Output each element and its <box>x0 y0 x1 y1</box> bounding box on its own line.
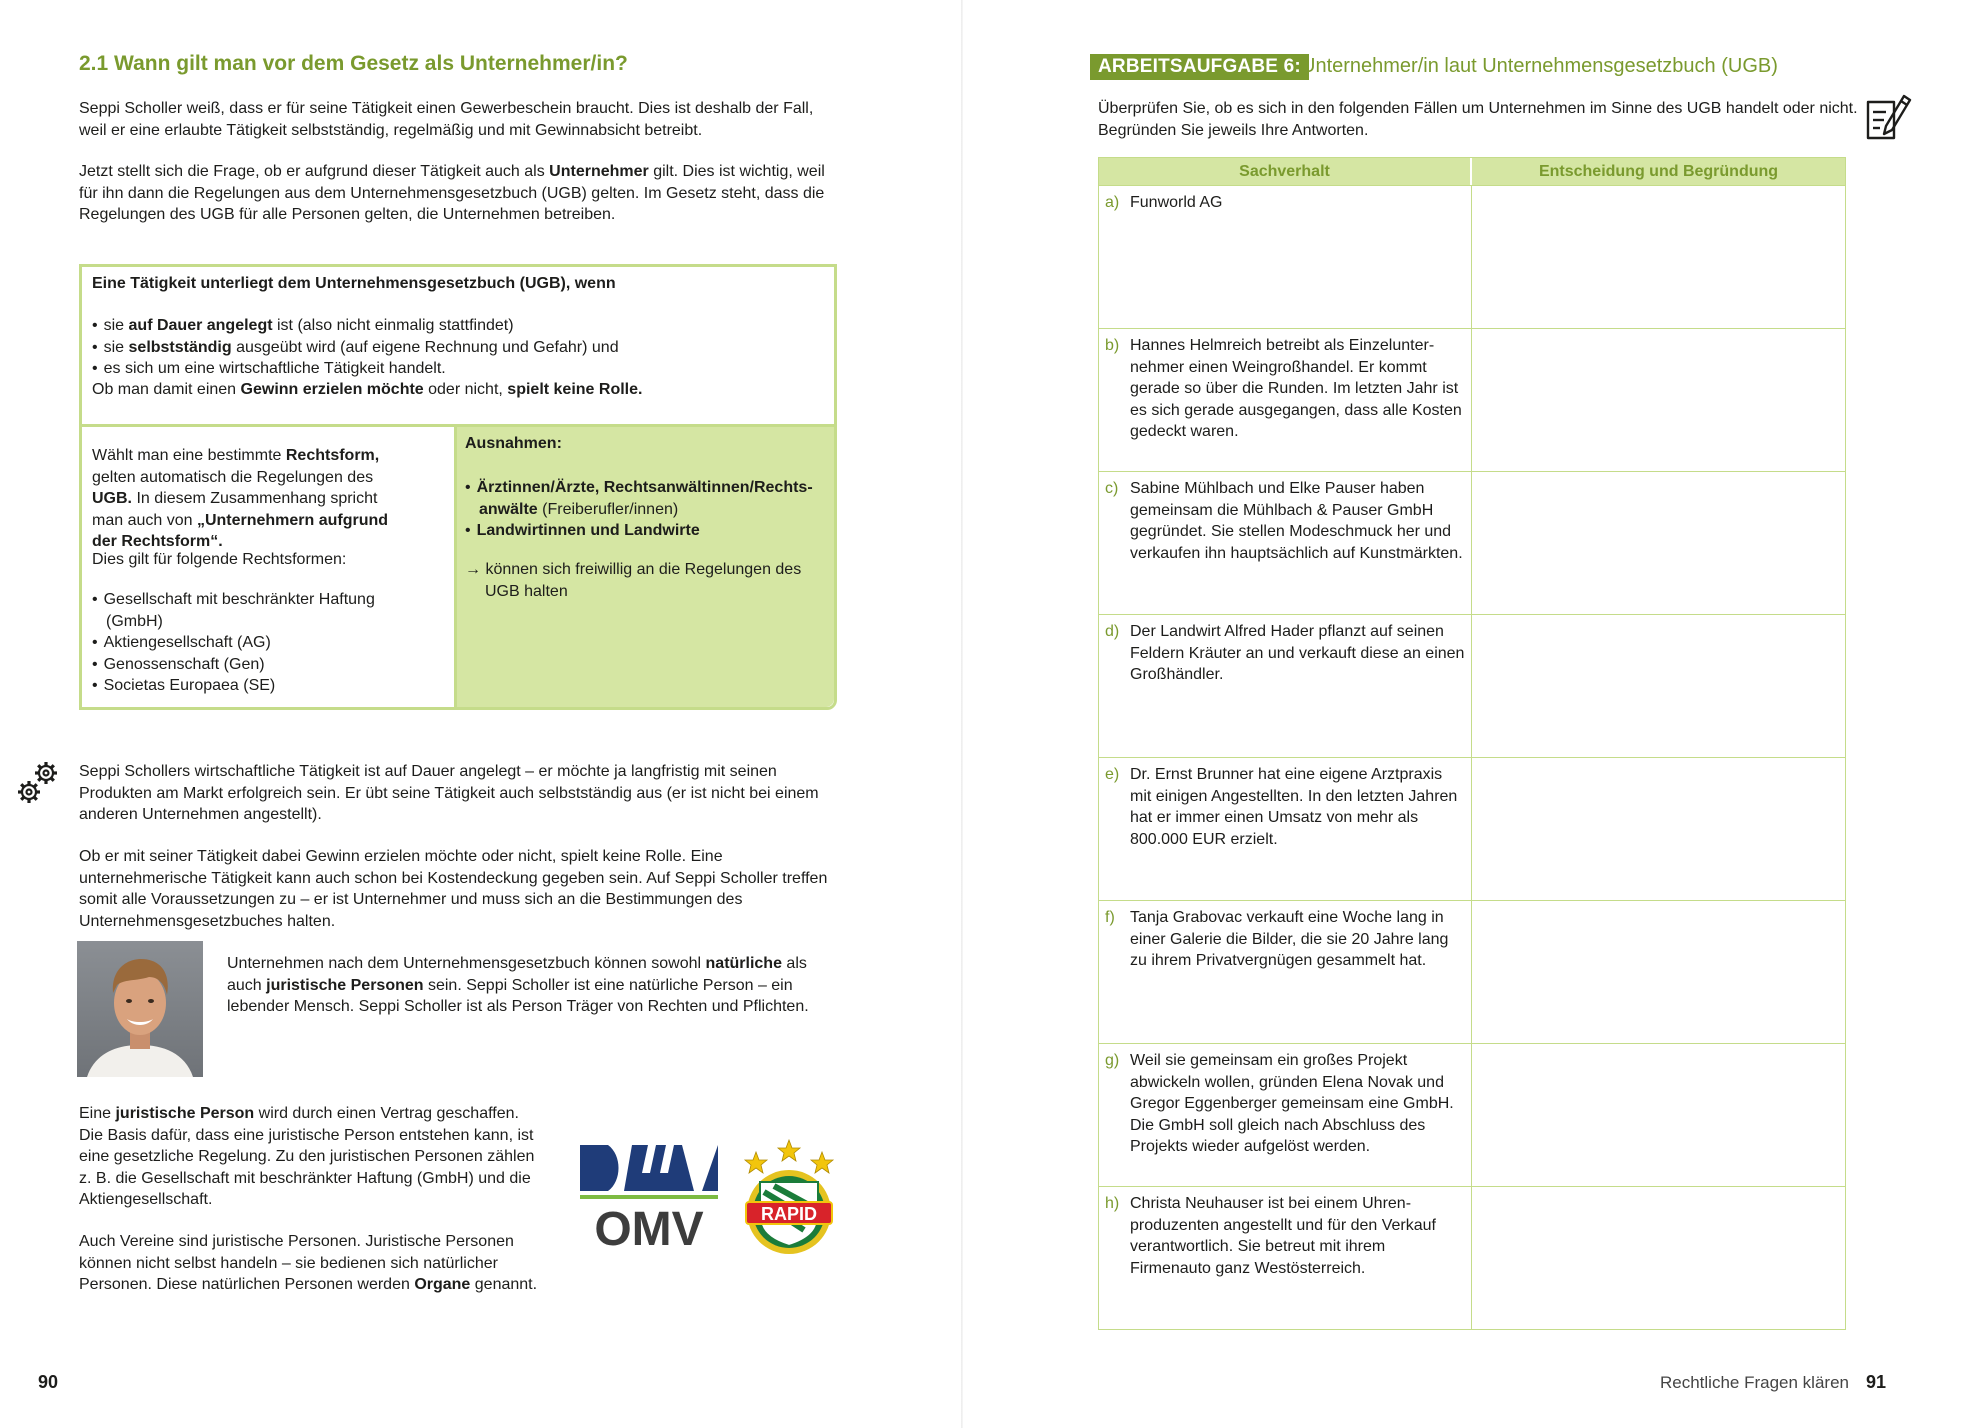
page-number-left: 90 <box>38 1372 59 1392</box>
portrait-photo <box>77 941 203 1077</box>
table-row <box>1099 1186 1845 1329</box>
legal-form-column <box>89 425 439 707</box>
row-label: b) <box>1105 337 1120 354</box>
profit-note: Ob man damit einen Gewinn erzielen möchte oder nicht, spielt keine Rolle. <box>92 381 643 398</box>
rapid-wordmark: RAPID <box>760 1204 818 1224</box>
paragraph-3: Seppi Schollers wirtschaftliche Tätigkeit ist auf Dauer angelegt – er möchte ja langfristig mit seinen Produkten am Markt erfolgreich sein. Er übt seine Tätigkeit auch selbstständig aus (er ist nicht bei einem anderen Unternehmen angestellt). <box>79 763 819 823</box>
criteria-list <box>92 315 619 380</box>
row-text: Christa Neuhauser ist bei einem Uhrenproduzenten angestellt und für den Verkauf verantwortlich. Sie betreut mit ihrem Firmenauto ganz Westösterreich. <box>1130 1195 1436 1277</box>
legal-form-item: • Societas Europaea (SE) <box>92 675 412 697</box>
paragraph-6: Eine juristische Person wird durch einen Vertrag geschaffen. Die Basis dafür, dass eine juristische Person entstehen kann, ist eine gesetzliche Regelung. Zu den juristischen Personen zählen z. B. die Gesellschaft mit beschränkter Haftung (GmbH) und die Aktiengesellschaft. <box>79 1105 535 1208</box>
table-row <box>1099 328 1845 471</box>
row-label: e) <box>1105 766 1120 783</box>
column-header-facts: Sachverhalt <box>1099 158 1472 185</box>
facts-cell <box>1099 472 1472 614</box>
exceptions-note: → können sich freiwillig an die Regelungen des UGB halten <box>465 561 802 600</box>
ugb-info-box <box>79 264 837 710</box>
task-title: Unternehmer/in laut Unternehmensgesetzbuch (UGB) <box>1301 55 1778 77</box>
answer-cell[interactable] <box>1472 186 1845 328</box>
row-label: c) <box>1105 480 1119 497</box>
row-text: Sabine Mühlbach und Elke Pauser haben gemeinsam die Mühlbach & Pauser GmbH gegründet. Sie stellen Modeschmuck her und verkaufen ihn hauptsächlich auf Kunstmärkten. <box>1130 480 1463 562</box>
row-text: Der Landwirt Alfred Hader pflanzt auf seinen Feldern Kräuter an und verkauft diese an einen Großhändler. <box>1130 623 1465 683</box>
answer-cell[interactable] <box>1472 472 1845 614</box>
legal-form-item: • Gesellschaft mit beschränkter Haftung (GmbH) <box>92 589 412 632</box>
legal-form-item: • Genossenschaft (Gen) <box>92 654 412 676</box>
exceptions-panel <box>454 427 834 707</box>
legal-form-list <box>92 589 412 697</box>
row-text: Tanja Grabovac verkauft eine Woche lang in einer Galerie die Bilder, die sie 20 Jahre lang zu ihrem Privatvergnügen gesammelt hat. <box>1130 909 1449 969</box>
criteria-item: • sie selbstständig ausgeübt wird (auf eigene Rechnung und Gefahr) und <box>92 337 619 359</box>
facts-cell <box>1099 615 1472 757</box>
legal-form-item: • Aktiengesellschaft (AG) <box>92 632 412 654</box>
answer-cell[interactable] <box>1472 758 1845 900</box>
row-text: Hannes Helmreich betreibt als Einzelunternehmer einen Weingroßhandel. Er kommt gerade so über die Runden. Im letzten Jahr ist es sich gerade ausgegangen, dass alle Kosten gedeckt waren. <box>1130 337 1462 440</box>
criteria-item: • es sich um eine wirtschaftliche Tätigkeit handelt. <box>92 358 619 380</box>
exception-item: • Ärztinnen/Ärzte, Rechtsanwältinnen/Rechtsanwälte (Freiberufler/innen) <box>465 477 825 520</box>
row-label: f) <box>1105 909 1115 926</box>
facts-cell <box>1099 186 1472 328</box>
table-row <box>1099 900 1845 1043</box>
row-text: Dr. Ernst Brunner hat eine eigene Arztpraxis mit einigen Angestellten. In den letzten Jahren hat er immer einen Umsatz von mehr als 800.000 EUR erzielt. <box>1130 766 1458 848</box>
legal-form-intro: Wählt man eine bestimmte Rechtsform, gelten automatisch die Regelungen des UGB. In diesem Zusammenhang spricht man auch von „Unternehmern aufgrund der Rechtsform“. <box>92 447 389 550</box>
paragraph-4: Ob er mit seiner Tätigkeit dabei Gewinn erzielen möchte oder nicht, spielt keine Rolle. Eine unternehmerische Tätigkeit kann auch schon bei Kostendeckung gegeben sein. Auf Seppi Scholler treffen somit alle Voraussetzungen zu – er ist Unternehmer und muss sich an die Bestimmungen des Unternehmensgesetzbuches halten. <box>79 848 828 930</box>
table-row <box>1099 471 1845 614</box>
exceptions-title: Ausnahmen: <box>465 435 562 452</box>
answer-cell[interactable] <box>1472 1187 1845 1329</box>
row-label: h) <box>1105 1195 1120 1212</box>
row-label: a) <box>1105 194 1120 211</box>
intro-paragraph-2: Jetzt stellt sich die Frage, ob er aufgrund dieser Tätigkeit auch als Unternehmer gilt. Dies ist wichtig, weil für ihn dann die Regelungen aus dem Unternehmensgesetzbuch (UGB) gelten. Im Gesetz steht, dass die Regelungen des UGB für alle Personen gelten, die Unternehmen betreiben. <box>79 163 825 223</box>
table-row <box>1099 757 1845 900</box>
facts-cell <box>1099 1187 1472 1329</box>
paragraph-7: Auch Vereine sind juristische Personen. Juristische Personen können nicht selbst handeln – sie bedienen sich natürlicher Personen. Diese natürlichen Personen werden Organe genannt. <box>79 1233 538 1293</box>
chapter-footer: Rechtliche Fragen klären <box>1660 1373 1849 1392</box>
page-gutter <box>961 0 963 1428</box>
facts-cell <box>1099 901 1472 1043</box>
row-label: g) <box>1105 1052 1120 1069</box>
facts-cell <box>1099 758 1472 900</box>
notepad-pencil-icon <box>1864 90 1914 142</box>
intro-paragraph-1: Seppi Scholler weiß, dass er für seine Tätigkeit einen Gewerbeschein braucht. Dies ist deshalb der Fall, weil er eine erlaubte Tätigkeit selbstständig, regelmäßig und mit Gewinnabsicht betreibt. <box>79 100 814 139</box>
table-header <box>1099 158 1845 185</box>
gears-icon <box>16 758 62 808</box>
exceptions-list <box>465 477 825 542</box>
row-text: Funworld AG <box>1130 194 1223 211</box>
answer-cell[interactable] <box>1472 329 1845 471</box>
task-instructions: Überprüfen Sie, ob es sich in den folgenden Fällen um Unternehmen im Sinne des UGB handelt oder nicht. Begründen Sie jeweils Ihre Antworten. <box>1098 100 1858 139</box>
row-label: d) <box>1105 623 1120 640</box>
criteria-item: • sie auf Dauer angelegt ist (also nicht einmalig stattfindet) <box>92 315 619 337</box>
info-box-title: Eine Tätigkeit unterliegt dem Unternehmensgesetzbuch (UGB), wenn <box>92 275 616 292</box>
legal-form-list-title: Dies gilt für folgende Rechtsformen: <box>92 551 347 568</box>
omv-logo <box>578 1145 720 1249</box>
answer-cell[interactable] <box>1472 1044 1845 1186</box>
task-badge: ARBEITSAUFGABE 6: <box>1090 54 1309 80</box>
omv-wordmark: OMV <box>594 1203 704 1249</box>
answer-cell[interactable] <box>1472 901 1845 1043</box>
table-row <box>1099 614 1845 757</box>
row-text: Weil sie gemeinsam ein großes Projekt abwickeln wollen, gründen Elena Novak und Gregor Eggenberger gemeinsam eine GmbH. Die GmbH soll gleich nach Abschluss des Projekts wieder aufgelöst werden. <box>1130 1052 1454 1155</box>
column-header-decision: Entscheidung und Begründung <box>1538 163 1779 180</box>
assignment-table <box>1098 157 1846 1330</box>
table-row <box>1099 1043 1845 1186</box>
paragraph-5: Unternehmen nach dem Unternehmensgesetzbuch können sowohl natürliche als auch juristische Personen sein. Seppi Scholler ist eine natürliche Person – ein lebender Mensch. Seppi Scholler ist als Person Träger von Rechten und Pflichten. <box>227 955 809 1015</box>
exception-item: • Landwirtinnen und Landwirte <box>465 520 825 542</box>
facts-cell <box>1099 329 1472 471</box>
section-heading: 2.1 Wann gilt man vor dem Gesetz als Unternehmer/in? <box>79 52 628 75</box>
facts-cell <box>1099 1044 1472 1186</box>
rapid-club-logo <box>740 1138 838 1258</box>
page-number-right: 91 <box>1866 1372 1887 1392</box>
answer-cell[interactable] <box>1472 615 1845 757</box>
table-row <box>1099 185 1845 328</box>
